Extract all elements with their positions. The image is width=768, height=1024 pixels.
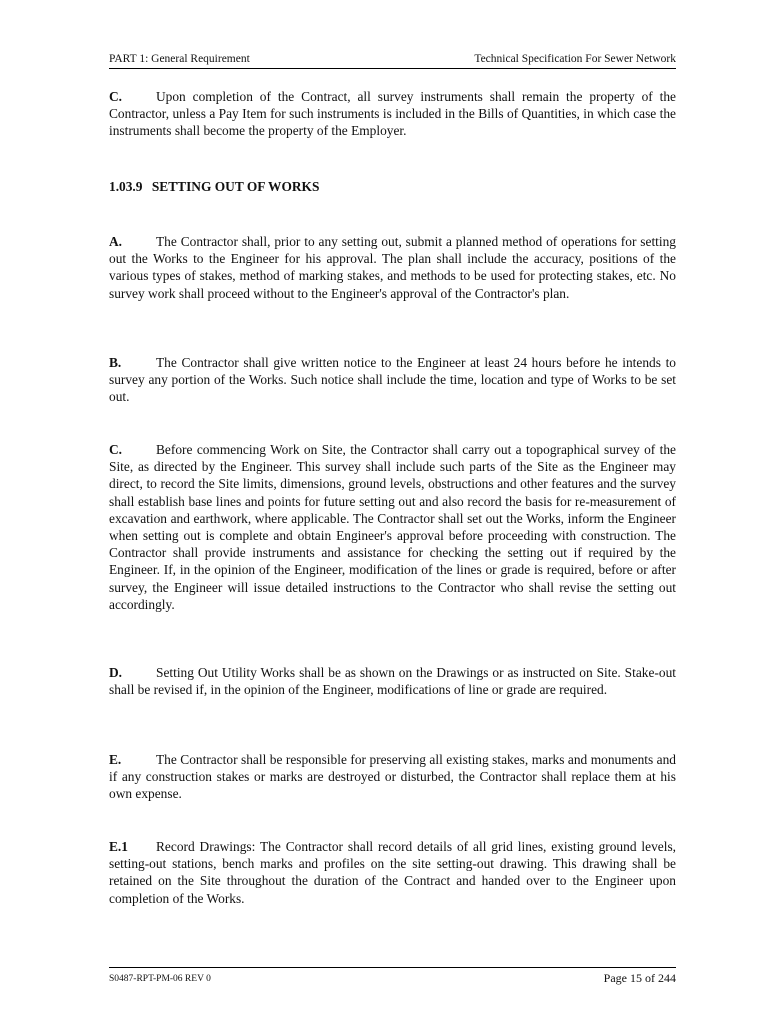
paragraph-text: Upon completion of the Contract, all survey instruments shall remain the property of the Contractor, unless a Pay Item for such instruments is included in the Bills of Quantities, in which case the instruments shall become the property of the Employer.: [109, 89, 676, 139]
paragraph-a-plan: [109, 233, 676, 302]
paragraph-e-stakes: [109, 751, 676, 803]
paragraph-text: The Contractor shall give written notice to the Engineer at least 24 hours before he intends to survey any portion of the Works. Such notice shall include the time, location and type of Works to be set out.: [109, 355, 676, 405]
paragraph-label: C.: [109, 89, 123, 104]
page-number: Page 15 of 244: [603, 971, 676, 985]
paragraph-label: D.: [109, 665, 123, 680]
header-right-text: Technical Specification For Sewer Network: [474, 53, 676, 65]
paragraph-c-survey: [109, 441, 676, 613]
paragraph-c-instruments: [109, 88, 676, 140]
paragraph-text: The Contractor shall be responsible for preserving all existing stakes, marks and monuments and if any construction stakes or marks are destroyed or disturbed, the Contractor shall replace them at his own expense.: [109, 752, 676, 802]
paragraph-d-utility: [109, 664, 676, 698]
paragraph-text: The Contractor shall, prior to any setting out, submit a planned method of operations for setting out the Works to the Engineer for his approval. The plan shall include the accuracy, positions of the various types of stakes, method of marking stakes, and methods to be used for protecting stakes, etc. No survey work shall proceed without to the Engineer's approval of the Contractor's plan.: [109, 234, 676, 301]
paragraph-label: E.: [109, 752, 122, 767]
paragraph-label: A.: [109, 234, 123, 249]
paragraph-label: E.1: [109, 839, 128, 854]
paragraph-text: Setting Out Utility Works shall be as shown on the Drawings or as instructed on Site. Stake-out shall be revised if, in the opinion of the Engineer, modifications of line or grade are required.: [109, 665, 676, 698]
page-header: [109, 51, 676, 69]
section-heading: [109, 178, 319, 195]
document-reference: S0487-RPT-PM-06 REV 0: [109, 974, 211, 984]
paragraph-label: B.: [109, 355, 122, 370]
section-title: SETTING OUT OF WORKS: [151, 179, 320, 194]
header-left-text: PART 1: General Requirement: [109, 53, 250, 65]
paragraph-e1-record-drawings: [109, 838, 676, 907]
section-number: 1.03.9: [109, 179, 143, 194]
paragraph-b-notice: [109, 354, 676, 406]
page-footer: [109, 967, 676, 986]
paragraph-label: C.: [109, 442, 123, 457]
paragraph-text: Record Drawings: The Contractor shall record details of all grid lines, existing ground levels, setting-out stations, bench marks and profiles on the site setting-out drawing. This drawing shall be retained on the Site throughout the duration of the Contract and handed over to the Engineer upon completion of the Works.: [109, 839, 676, 906]
paragraph-text: Before commencing Work on Site, the Contractor shall carry out a topographical survey of the Site, as directed by the Engineer. This survey shall include such parts of the Site as the Engineer may direct, to record the Site limits, dimensions, ground levels, obstructions and other features and the survey shall establish base lines and points for future setting out and also record the basis for re-measurement of excavation and earthwork, where applicable. The Contractor shall set out the Works, inform the Engineer when setting out is complete and obtain Engineer's approval before proceeding with construction. The Contractor shall provide instruments and assistance for checking the setting out if required by the Engineer. If, in the opinion of the Engineer, modification of the lines or grade is required, before or after survey, the Engineer will issue detailed instructions to the Contractor who shall revise the setting out accordingly.: [109, 442, 676, 612]
